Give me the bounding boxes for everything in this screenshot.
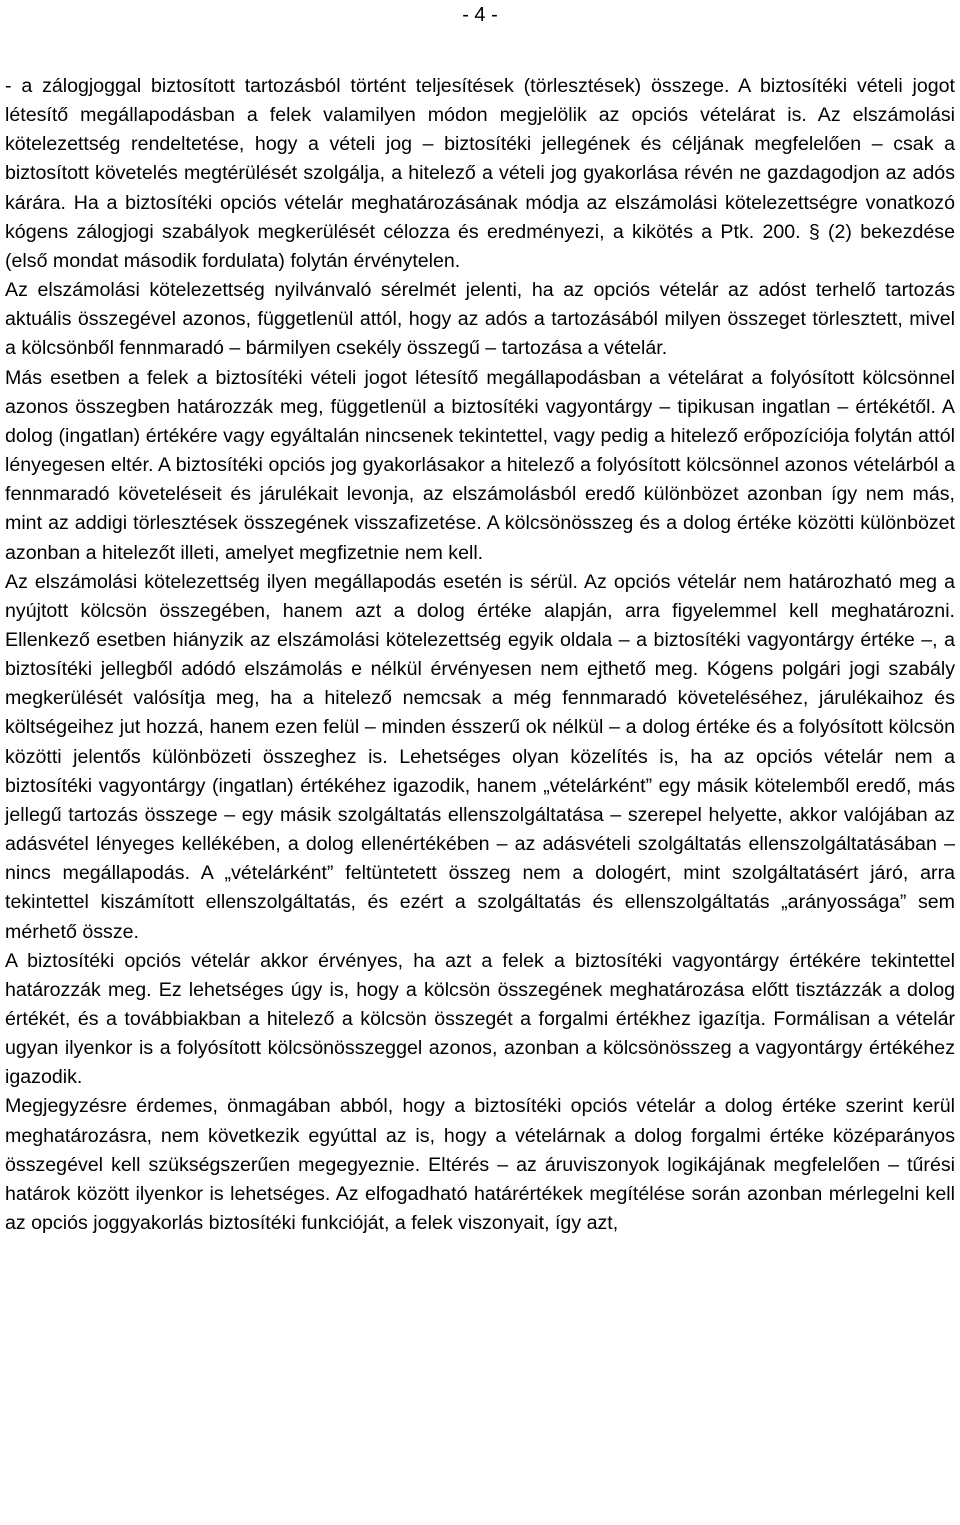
page-number: - 4 -	[462, 4, 498, 26]
paragraph-2: Az elszámolási kötelezettség nyilvánvaló sérelmét jelenti, ha az opciós vételár az adóst terhelő tartozás aktuális összegével azonos, függetlenül attól, hogy az adós a tartozásából milyen összeget törlesztett, mivel a kölcsönből fennmaradó – bármilyen csekély összegű – tartozása a vételár.	[5, 279, 955, 360]
paragraph-6: Megjegyzésre érdemes, önmagában abból, hogy a biztosítéki opciós vételár a dolog értéke szerint kerül meghatározásra, nem következik egyúttal az is, hogy a vételárnak a dolog forgalmi értéke középarányos összegével kell szükségszerűen megegyeznie. Eltérés – az áruviszonyok logikájának megfelelően – tűrési határok között ilyenkor is lehetséges. Az elfogadható határértékek megítélése során azonban mérlegelni kell az opciós joggyakorlás biztosítéki funkcióját, a felek viszonyait, így azt,	[5, 1095, 955, 1235]
paragraph-5: A biztosítéki opciós vételár akkor érvényes, ha azt a felek a biztosítéki vagyontárgy értékére tekintettel határozzák meg. Ez lehetséges úgy is, hogy a kölcsön összegének meghatározása előtt tisztázzák a dolog értékét, és a továbbiakban a hitelező a kölcsön összegét a forgalmi értékhez igazítja. Formálisan a vételár ugyan ilyenkor is a folyósított kölcsönösszeggel azonos, azonban a kölcsönösszeg a vagyontárgy értékéhez igazodik.	[5, 949, 955, 1089]
paragraph-3: Más esetben a felek a biztosítéki vételi jogot létesítő megállapodásban a vételárat a folyósított kölcsönnel azonos összegben határozzák meg, függetlenül a biztosítéki vagyontárgy – tipikusan ingatlan – értékétől. A dolog (ingatlan) értékére vagy egyáltalán nincsenek tekintettel, vagy pedig a hitelező erőpozíciója folytán attól lényegesen eltér. A biztosítéki opciós jog gyakorlásakor a hitelező a folyósított kölcsönnel azonos vételárból a fennmaradó követeléseit és járulékait levonja, az elszámolásból eredő különbözet azonban így nem más, mint az addigi törlesztések összegének visszafizetése. A kölcsönösszeg és a dolog értéke közötti különbözet azonban a hitelezőt illeti, amelyet megfizetnie nem kell.	[5, 366, 955, 564]
document-page	[5, 0, 955, 1525]
document-body	[5, 72, 955, 1238]
paragraph-1: - a zálogjoggal biztosított tartozásból történt teljesítések (törlesztések) összege. A biztosítéki vételi jogot létesítő megállapodásban a felek valamilyen módon megjelölik az opciós vételárat is. Az elszámolási kötelezettség rendeltetése, hogy a vételi jog – biztosítéki jellegének és céljának megfelelően – csak a biztosított követelés megtérülését szolgálja, a hitelező a vételi jog gyakorlása révén ne gazdagodjon az adós kárára. Ha a biztosítéki opciós vételár meghatározásának módja az elszámolási kötelezettségre vonatkozó kógens zálogjogi szabályok megkerülését célozza és eredményezi, a kikötés a Ptk. 200. § (2) bekezdése (első mondat második fordulata) folytán érvénytelen.	[5, 75, 955, 272]
paragraph-4: Az elszámolási kötelezettség ilyen megállapodás esetén is sérül. Az opciós vételár nem határozható meg a nyújtott kölcsön összegében, hanem azt a dolog értéke alapján, arra figyelemmel kell meghatározni. Ellenkező esetben hiányzik az elszámolási kötelezettség egyik oldala – a biztosítéki vagyontárgy értéke –, a biztosítéki jellegből adódó elszámolás e nélkül érvényesen nem ejthető meg. Kógens polgári jogi szabály megkerülését valósítja meg, ha a hitelező nemcsak a még fennmaradó követeléséhez, járulékaihoz és költségeihez jut hozzá, hanem ezen felül – minden ésszerű ok nélkül – a dolog értéke és a folyósított kölcsön közötti jelentős különbözeti összeghez is. Lehetséges olyan közelítés is, ha az opciós vételár nem a biztosítéki vagyontárgy (ingatlan) értékéhez igazodik, hanem „vételárként” egy másik kötelemből eredő, más jellegű tartozás összege – egy másik szolgáltatás ellenszolgáltatása – szerepel helyette, akkor valójában az adásvétel lényeges kellékében, a dolog ellenértékében – az adásvételi szolgáltatás ellenszolgáltatásában – nincs megállapodás. A „vételárként” feltüntetett összeg nem a dologért, mint szolgáltatásért járó, arra tekintettel kiszámított ellenszolgáltatás, és ezért a szolgáltatás és ellenszolgáltatás „arányossága” sem mérhető össze.	[5, 570, 955, 943]
